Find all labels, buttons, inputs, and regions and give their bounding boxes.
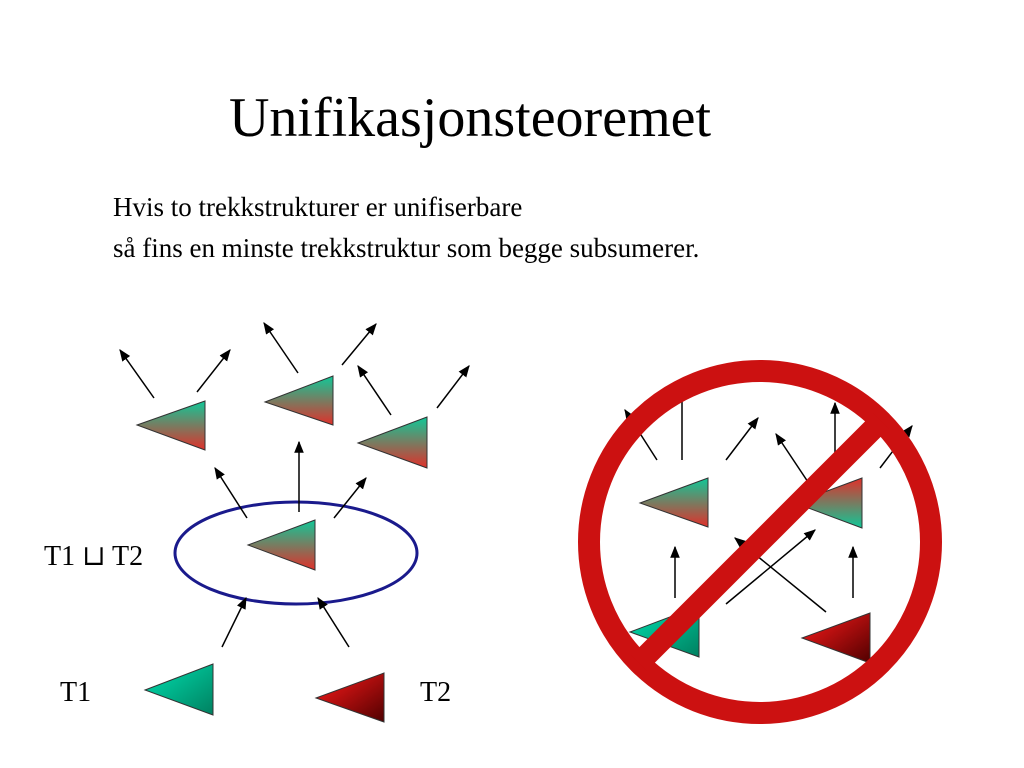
join-label: T1 ⊔ T2	[44, 541, 144, 572]
t1-label: T1	[60, 677, 92, 708]
triangle-icon	[358, 417, 427, 468]
prohibition-icon	[589, 371, 931, 713]
upper-right-structure	[358, 366, 469, 468]
arrow-icon	[264, 323, 298, 373]
upper-left-structure	[120, 350, 230, 450]
triangle-icon	[137, 401, 205, 450]
arrow-icon	[334, 478, 366, 518]
arrow-icon	[726, 418, 758, 460]
arrow-icon	[342, 324, 376, 365]
triangle-icon	[265, 376, 333, 425]
upper-middle-structure	[264, 323, 376, 425]
t2-triangle-icon	[316, 673, 384, 722]
arrow-icon	[222, 598, 246, 647]
t2-label: T2	[420, 677, 452, 708]
arrow-icon	[437, 366, 469, 408]
arrow-icon	[776, 434, 808, 482]
triangle-icon	[802, 613, 870, 663]
slide-title: Unifikasjonsteoremet	[228, 87, 712, 149]
statement-line-1: Hvis to trekkstrukturer er unifiserbare	[113, 192, 523, 222]
t1-triangle-icon	[145, 664, 213, 715]
triangle-icon	[640, 478, 708, 527]
arrow-icon	[358, 366, 391, 415]
arrow-icon	[318, 598, 349, 647]
triangle-icon	[248, 520, 315, 570]
arrow-icon	[197, 350, 230, 392]
statement-line-2: så fins en minste trekkstruktur som begge subsumerer.	[113, 233, 700, 263]
arrow-icon	[120, 350, 154, 398]
